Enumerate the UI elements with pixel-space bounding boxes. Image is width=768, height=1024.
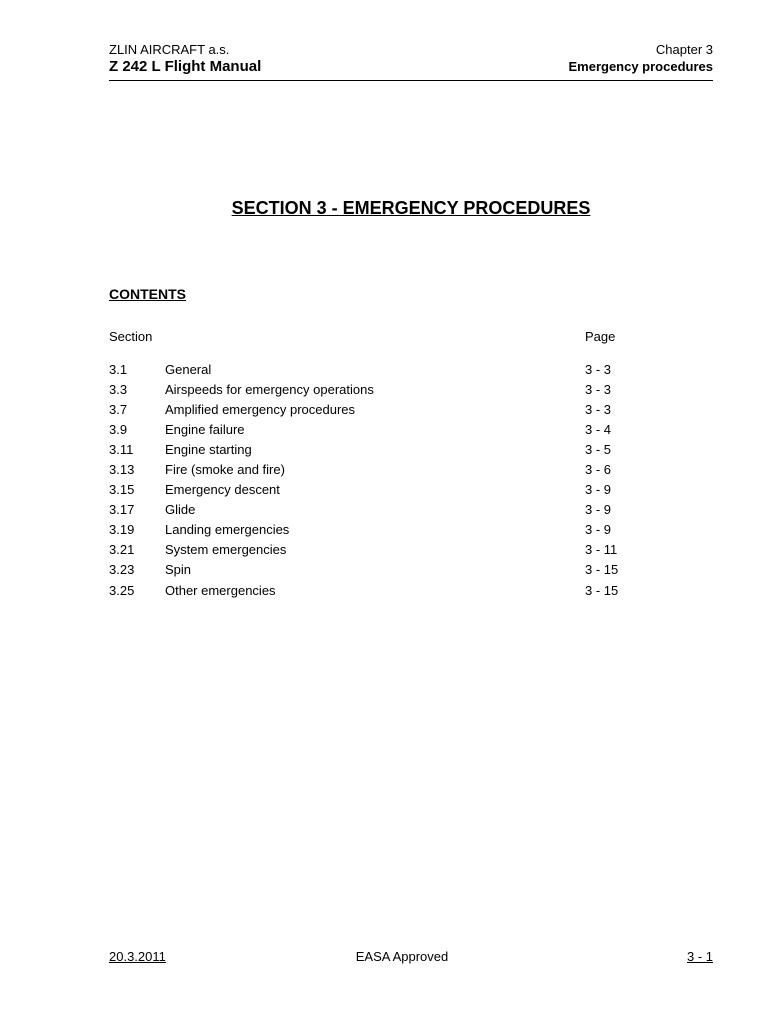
toc-entry [109, 422, 669, 442]
chapter-label: Chapter 3 [655, 42, 713, 57]
toc-entry-title: Emergency descent [165, 482, 280, 497]
footer-page-number: 3 - 1 [686, 949, 713, 964]
toc-entry [109, 442, 669, 462]
toc-entry [109, 542, 669, 562]
toc-entry-number: 3.9 [109, 422, 128, 437]
column-header-section: Section [109, 329, 153, 344]
toc-entry [109, 562, 669, 582]
table-of-contents [109, 362, 669, 603]
toc-entry-page: 3 - 15 [585, 583, 619, 598]
toc-entry-number: 3.21 [109, 542, 135, 557]
column-header-page: Page [585, 329, 616, 344]
toc-entry-title: Airspeeds for emergency operations [165, 382, 374, 397]
toc-entry-number: 3.15 [109, 482, 135, 497]
toc-entry-title: Fire (smoke and fire) [165, 462, 285, 477]
toc-entry-title: General [165, 362, 212, 377]
header-right [568, 42, 713, 76]
toc-entry-page: 3 - 5 [585, 442, 612, 457]
toc-entry-page: 3 - 3 [585, 362, 612, 377]
toc-entry [109, 362, 669, 382]
contents-heading: CONTENTS [109, 286, 186, 302]
toc-entry-title: Glide [165, 502, 196, 517]
toc-entry-title: System emergencies [165, 542, 287, 557]
chapter-title: Emergency procedures [568, 59, 713, 74]
toc-entry-page: 3 - 9 [585, 482, 612, 497]
toc-entry [109, 482, 669, 502]
company-name: ZLIN AIRCRAFT a.s. [109, 42, 230, 57]
toc-entry-number: 3.23 [109, 562, 135, 577]
toc-entry-page: 3 - 9 [585, 502, 612, 517]
toc-entry-number: 3.17 [109, 502, 135, 517]
toc-entry-page: 3 - 15 [585, 562, 619, 577]
header-divider [109, 80, 713, 81]
toc-entry-title: Spin [165, 562, 192, 577]
toc-entry [109, 462, 669, 482]
toc-entry-title: Engine failure [165, 422, 245, 437]
toc-entry-page: 3 - 9 [585, 522, 612, 537]
toc-entry-number: 3.1 [109, 362, 128, 377]
toc-entry-title: Amplified emergency procedures [165, 402, 356, 417]
toc-entry [109, 583, 669, 603]
toc-entry-title: Landing emergencies [165, 522, 290, 537]
footer-date: 20.3.2011 [109, 949, 166, 964]
toc-entry [109, 402, 669, 422]
toc-entry-number: 3.7 [109, 402, 128, 417]
toc-entry-title: Other emergencies [165, 583, 276, 598]
toc-entry [109, 502, 669, 522]
header-left [109, 42, 261, 76]
manual-title: Z 242 L Flight Manual [109, 58, 262, 75]
toc-entry-number: 3.25 [109, 583, 135, 598]
toc-entry-number: 3.19 [109, 522, 135, 537]
toc-entry-page: 3 - 3 [585, 382, 612, 397]
toc-entry-page: 3 - 11 [585, 542, 618, 557]
section-title: SECTION 3 - EMERGENCY PROCEDURES [231, 198, 591, 218]
footer-approval: EASA Approved [355, 949, 449, 964]
toc-entry [109, 522, 669, 542]
toc-entry [109, 382, 669, 402]
toc-entry-page: 3 - 3 [585, 402, 612, 417]
toc-entry-number: 3.11 [109, 442, 134, 457]
toc-entry-page: 3 - 4 [585, 422, 612, 437]
toc-entry-number: 3.3 [109, 382, 128, 397]
toc-entry-number: 3.13 [109, 462, 135, 477]
toc-entry-title: Engine starting [165, 442, 252, 457]
toc-entry-page: 3 - 6 [585, 462, 612, 477]
